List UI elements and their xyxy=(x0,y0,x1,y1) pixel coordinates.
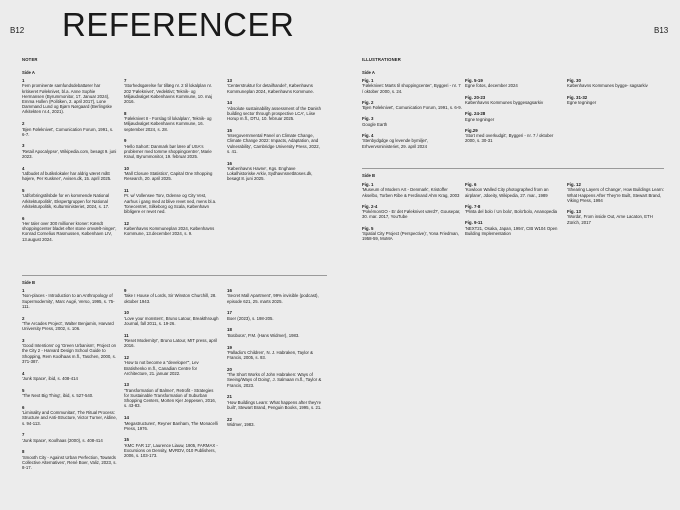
note-text: 'Centerstruktur for detailhandel', Københavns Kommuneplan 2024, Københavns Kommune. xyxy=(227,83,314,94)
note-item xyxy=(227,367,322,388)
note-text: 'Bjen Føleknivet', Comunication Forum, 1991, s. 6-7. xyxy=(22,126,114,137)
figure-credit xyxy=(465,182,565,198)
note-text: 'KMC FAR 12', Laurence Liauw, 1905, FARMAX - Excursions on Density, MVRDV, 010 Publishers, 2006, s. 103-173. xyxy=(124,442,218,459)
notes-divider xyxy=(22,275,327,276)
notes-side-b-label: Side B xyxy=(22,280,36,285)
figure-source: Egne fotos, december 2024 xyxy=(465,83,518,89)
figure-credit xyxy=(362,204,462,220)
note-item xyxy=(227,100,322,121)
figure-source: 'Spatial City Project (Perspective)', Yona Friedman, 1958-59, MoMA xyxy=(362,231,459,242)
figure-credit xyxy=(362,116,462,127)
illustrations-side-a-col-2 xyxy=(465,78,565,150)
note-text: 'Udforbringstilsbde for en kommende National Arkitekturpolitik', Ekspertgruppen for National Arkitekturpolitik, Kulturministeriet, 2024, s. 17. xyxy=(22,193,110,209)
figure-source: 'NEXT21, Osaka, Japan, 1994', CIB W104 Open Building Implementation xyxy=(465,225,558,237)
figure-source: 'Stort med overkudgit', Byggeri - nr. 7 / oktober 2000, s. 30-31 xyxy=(465,133,554,144)
notes-side-a-label: Side A xyxy=(22,70,35,75)
figure-credit xyxy=(362,133,462,149)
figure-source: 'Kowloon Walled City photographed from an airplane', Jdoeity, Wikipedia, 27. mar., 1989 xyxy=(465,187,549,198)
figure-source: Københavns Kommunes byggesagsarkiv xyxy=(465,100,544,106)
figure-credit xyxy=(465,128,565,144)
illustrations-side-a-col-3 xyxy=(567,78,667,111)
figure-credit xyxy=(362,226,462,242)
note-item xyxy=(227,417,322,428)
figure-credit xyxy=(362,182,462,198)
note-item xyxy=(227,345,322,361)
notes-heading: NOTER xyxy=(22,57,38,62)
note-number: 8 xyxy=(22,449,25,455)
illustrations-side-a-col-1 xyxy=(362,78,462,155)
note-number: 20 xyxy=(227,366,232,372)
note-item xyxy=(22,388,117,399)
figure-number: Fig. 7-8 xyxy=(465,203,481,209)
note-item xyxy=(22,316,117,332)
figure-credit xyxy=(567,95,667,106)
note-text: Københavns Kommuneplan 2024, Københavns Kommune, 13.december 2024, s. 9. xyxy=(124,226,215,237)
note-number: 11 xyxy=(124,188,129,194)
note-text: 'Smooth City - Against Urban Perfection, Towards Collective Alternatives', René Boer, Valiz, 2023, s. 8-17. xyxy=(22,454,117,471)
note-text: Take I House of Lords, Sir Winston Churchill, 28. oktober 1943. xyxy=(124,293,217,304)
notes-side-a-col-2 xyxy=(124,78,219,243)
note-number: 8 xyxy=(124,110,127,116)
note-item xyxy=(227,288,322,304)
note-item xyxy=(22,432,117,443)
page-number-left: B12 xyxy=(10,26,25,35)
figure-source: 'Plinta del bolo / Un bolo', Bolo'bolo, Ananopedia xyxy=(465,209,558,215)
note-item xyxy=(124,437,219,458)
figure-credit xyxy=(465,95,565,106)
note-number: 6 xyxy=(22,404,25,410)
note-number: 10 xyxy=(124,310,129,316)
note-number: 6 xyxy=(22,215,25,221)
note-number: 4 xyxy=(22,370,25,376)
figure-source: 'Worda', From inside Out, Arne Lacaton, ETH Zürich, 2017 xyxy=(567,214,653,225)
note-number: 5 xyxy=(22,188,25,194)
figure-source: 'Museum of Modern Art - Denmark', Kristoffer Akselbo, Torben Ribe & Ferdinand Ahm Krag, 2003 xyxy=(362,187,460,198)
figure-source: 'Shearing Layers of Change', How Buildings Learn: What Happens After They're Built, Stewart Brand, Viking Press, 1994 xyxy=(567,187,664,203)
note-item xyxy=(22,78,117,115)
illustrations-side-b-col-2 xyxy=(465,182,565,242)
note-number: 5 xyxy=(22,387,25,393)
illustrations-side-b-col-3 xyxy=(567,182,667,231)
figure-number: Fig. 13 xyxy=(567,209,581,215)
note-text: 'The Next Big Thing', ibid, s. 527-540. xyxy=(22,393,94,399)
note-text: 'Secret Mall Apartment', 99% invisible (podcast), episode 621, 25. marts 2025. xyxy=(227,293,319,304)
note-number: 11 xyxy=(124,332,129,338)
figure-credit xyxy=(362,100,462,111)
figure-credit xyxy=(465,204,565,215)
note-text: 'Transformation of Balmer', Retrofit - Strategies for Sustainable Transformation of Suburban Shopping Centers, Morten Kjer Jeppesen, 2016, s. 43-83. xyxy=(124,387,216,409)
note-item xyxy=(22,371,117,382)
note-number: 3 xyxy=(22,337,25,343)
figure-number: Fig. 2 xyxy=(362,99,374,105)
note-text: 'Junk Space', Koolhaas (2000), s. 408-414 xyxy=(22,437,103,443)
note-number: 14 xyxy=(124,415,129,421)
page-title: REFERENCER xyxy=(62,6,295,43)
figure-number: Fig. 5 xyxy=(362,225,374,231)
note-item xyxy=(124,111,219,132)
notes-side-a-col-1 xyxy=(22,78,117,248)
note-text: 'Non-places - Introduction to an Anthropology of Supermodernity', Marc Augé, Verso, 1995, s. 75-111. xyxy=(22,293,115,309)
figure-source: 'Stenbydgdge og levende bymiljer', Erhvervsministeriet, 29. april 2024 xyxy=(362,138,429,149)
note-item xyxy=(22,121,117,137)
note-number: 1 xyxy=(22,288,25,293)
figure-number: Fig. 4 xyxy=(362,133,374,139)
note-text: 'Storhedsgørelse for tillæg nr. 2 til lokalplan nr. 202 'Føleknivet', Vedektivt; Teknik- og Miljøudvalget Københavns Kommune, 10. maj 2016. xyxy=(124,83,212,105)
note-number: 13 xyxy=(124,382,129,388)
figure-number: Fig. 20-23 xyxy=(465,94,486,100)
note-item xyxy=(124,188,219,214)
note-item xyxy=(124,415,219,431)
note-item xyxy=(124,333,219,349)
note-number: 16 xyxy=(227,160,232,166)
figure-number: Fig. 9-11 xyxy=(465,220,483,226)
figure-number: Fig. 1 xyxy=(362,78,374,83)
note-item xyxy=(124,288,219,304)
note-text: 'Palladio's Children', N. J. Habraken, Taylor & Francis, 2005, s. 93. xyxy=(227,349,313,361)
note-text: 'Liminality and Communitas', The Ritual Process: Structure and Anti-Structure, Victor Turner, Aldine, s. 94-113. xyxy=(22,410,117,426)
note-text: 'Hello Sahort: Danmark bør lære af USA's problemer med tomme shoppingcentre', Marie Kraul, Byrummonitor, 19. februar 2025. xyxy=(124,143,212,160)
note-item xyxy=(22,188,117,209)
note-text: 'Mall Closure Statistics', Capital One Shopping Research, 20. april 2025. xyxy=(124,171,213,182)
note-text: Pr. w/ Vollensee Torv, Odense og City Vest, Aarhus i gang med at blive revet ned, mens bl.a. Tonecentret, Silkeborg og Scala, København bibligere er revet ned. xyxy=(124,193,217,215)
figure-number: Fig. 31-32 xyxy=(567,94,588,100)
figure-number: Fig. 5-19 xyxy=(465,78,483,83)
illustrations-side-a-label: Side A xyxy=(362,70,375,75)
note-number: 15 xyxy=(227,127,232,133)
figure-number: Fig. 30 xyxy=(567,78,581,83)
figure-number: Fig. 24-28 xyxy=(465,111,486,117)
note-item xyxy=(227,78,322,94)
figure-source: 'Bjen Føleknivet', Comunication Forum, 1991, s. 6-9. xyxy=(362,105,462,111)
note-text: 'Reset Modernity!', Bruno Latour, MIT press, april 2016. xyxy=(124,338,218,349)
note-text: 'Love your monsters', Bruno Latour, Breakthrough Journal, fall 2011, s. 19-26. xyxy=(124,315,219,326)
note-text: 'Good Intentions' og 'Green Urbanism', Project on the City 2 - Harvard Design School Guide to Shopping, Rem Koolhaas m.fl., Taschen, 2000, s. 371-387. xyxy=(22,343,117,364)
note-text: 'Københavns Havne', Kgs. Enghave Lokalhistoriske Arkiv, Sydhavnsnetbtoses.dk, besøgt 8. juni 2025. xyxy=(227,165,313,182)
figure-credit xyxy=(465,220,565,236)
note-number: 17 xyxy=(227,310,232,316)
figure-credit xyxy=(567,182,667,203)
note-text: 'The Short Works of John Habraken: Ways of Seeing/Ways of Doing', J. Salmaan m.fl., Taylor & Francis, 2023. xyxy=(227,372,322,388)
note-number: 2 xyxy=(22,315,25,321)
page-header xyxy=(0,0,680,43)
note-item xyxy=(227,327,322,338)
note-item xyxy=(124,310,219,326)
note-number: 7 xyxy=(22,432,25,438)
note-text: 'Her taler over 300 millioner kroner: Kændt shoppingcenter bladet efter stone omvælt-ninger', Konrad Cornelius Rasmussen, København LIV, 13.august 2024. xyxy=(22,220,117,242)
note-item xyxy=(227,310,322,321)
figure-credit xyxy=(567,209,667,225)
note-item xyxy=(22,216,117,242)
note-text: 'Megastructures', Reyner Banham, The Monacelli Press, 1976. xyxy=(124,420,218,431)
note-item xyxy=(22,338,117,364)
note-number: 21 xyxy=(227,394,232,400)
note-number: 15 xyxy=(124,437,129,443)
figure-credit xyxy=(567,78,667,89)
note-text: Boer (2023), s. 198-205. xyxy=(227,315,274,321)
note-text: 'How to not become a "developer"', Lev Bratishenko m.fl., Canadian Centre for Architecture, 21. januar 2022. xyxy=(124,360,199,376)
note-item xyxy=(124,382,219,408)
note-item xyxy=(227,128,322,154)
figure-number: Fig. 6 xyxy=(465,182,477,187)
note-item xyxy=(22,166,117,182)
note-number: 19 xyxy=(227,344,232,350)
notes-side-b-col-2 xyxy=(124,288,219,465)
note-item xyxy=(124,221,219,237)
note-item xyxy=(227,161,322,182)
note-text: 'Intergovernmental Panel on Climate Change, Climate Change 2022: Impacts, Adaptation, and Vulnerability', Cambridge University Press, 2022, s. 41. xyxy=(227,133,320,154)
figure-source: Egne tegninger xyxy=(567,100,597,106)
note-item xyxy=(22,449,117,470)
note-text: 'Boüboüs', P.M. (Hans Widmer), 1983. xyxy=(227,332,300,338)
figure-credit xyxy=(465,78,565,89)
figure-number: Fig. 12 xyxy=(567,182,581,187)
note-item xyxy=(22,143,117,159)
note-item xyxy=(124,355,219,376)
note-item xyxy=(227,394,322,410)
note-number: 18 xyxy=(227,327,232,333)
note-number: 9 xyxy=(124,288,127,293)
note-text: Widmer, 1983. xyxy=(227,422,255,428)
figure-number: Fig. 2-4 xyxy=(362,203,378,209)
illustrations-side-b-label: Side B xyxy=(362,173,376,178)
note-number: 7 xyxy=(124,78,127,83)
note-text: 'Udbudet af butikslokaler har aldrig været mått højere, Per Kuskner', Avisen.dk, 15. april 2025. xyxy=(22,171,112,182)
note-number: 14 xyxy=(227,100,232,106)
note-item xyxy=(124,78,219,104)
figure-source: 'PokémonGO - Er det Føleknivet værd?', Gousepar, 30. mar. 2017, YouTube xyxy=(362,209,461,220)
illustrations-heading: ILLUSTRATIONER xyxy=(362,57,402,62)
notes-side-a-col-3 xyxy=(227,78,322,188)
note-number: 16 xyxy=(227,288,232,293)
illustrations-side-b-col-1 xyxy=(362,182,462,247)
note-number: 22 xyxy=(227,416,232,422)
note-number: 12 xyxy=(124,354,129,360)
note-number: 12 xyxy=(124,220,129,226)
note-item xyxy=(124,138,219,159)
note-number: 2 xyxy=(22,121,25,127)
note-text: 'The Arcades Project', Walter Benjamin, Harvard University Press, 2002, s. 106. xyxy=(22,320,114,332)
note-text: 'How Buildings Learn: What happens after they're built', Stewart Brand, Penguin Books, 1995, s. 21. xyxy=(227,399,322,410)
note-item xyxy=(22,405,117,426)
note-number: 3 xyxy=(22,143,25,149)
note-text: 'Absolute sustainability assessment of the Danish building sector through prospective LCA', Liise Horup m.fl., DTU, 10. februar 2025. xyxy=(227,105,321,122)
note-text: 'Føleknivet II - Forslag til lokalplan', Teknik- og Miljøudvalget Københavns Kommune, 16. september 2024, s. 28. xyxy=(124,116,212,132)
note-number: 13 xyxy=(227,78,232,83)
figure-number: Fig. 1 xyxy=(362,182,374,187)
note-number: 1 xyxy=(22,78,25,83)
note-number: 10 xyxy=(124,165,129,171)
note-text: Fem prominente samfundsdebattører har kritiseret Føleknivet, bl.a. Anne Sophie Hermansen (Byrummonitor, 17. Januar 2024), Emma Hollen (Politiken, 2. april 2017), Lone Dammand Lund og Bjørn Nørgaard (Berlingske Arkitekten nr.4, 2021). xyxy=(22,83,113,115)
figure-source: Google Earth xyxy=(362,121,388,127)
note-text: 'Junk Space', ibid, s. 408-414 xyxy=(22,375,78,381)
notes-side-b-col-3 xyxy=(227,288,322,434)
notes-side-b-col-1 xyxy=(22,288,117,477)
figure-number: Fig.29 xyxy=(465,127,478,133)
note-text: 'Retail Apocalypse', Wikipedia.com, besøgt 9. juni 2023. xyxy=(22,148,117,160)
page-number-right: B13 xyxy=(654,26,669,35)
illustrations-divider xyxy=(362,168,664,169)
note-item xyxy=(124,166,219,182)
figure-source: Københavns Kommunes bygge- sagsarkiv xyxy=(567,83,648,89)
note-number: 9 xyxy=(124,138,127,144)
figure-number: Fig. 3 xyxy=(362,116,374,122)
note-item xyxy=(22,288,117,309)
figure-source: Egne tegninger xyxy=(465,116,495,122)
note-number: 4 xyxy=(22,165,25,171)
figure-source: 'Føleknivet: Marts til shoppingcenter', Byggeri - nr. 7 / oktober 2000, s. 24. xyxy=(362,83,461,94)
figure-credit xyxy=(362,78,462,94)
figure-credit xyxy=(465,111,565,122)
